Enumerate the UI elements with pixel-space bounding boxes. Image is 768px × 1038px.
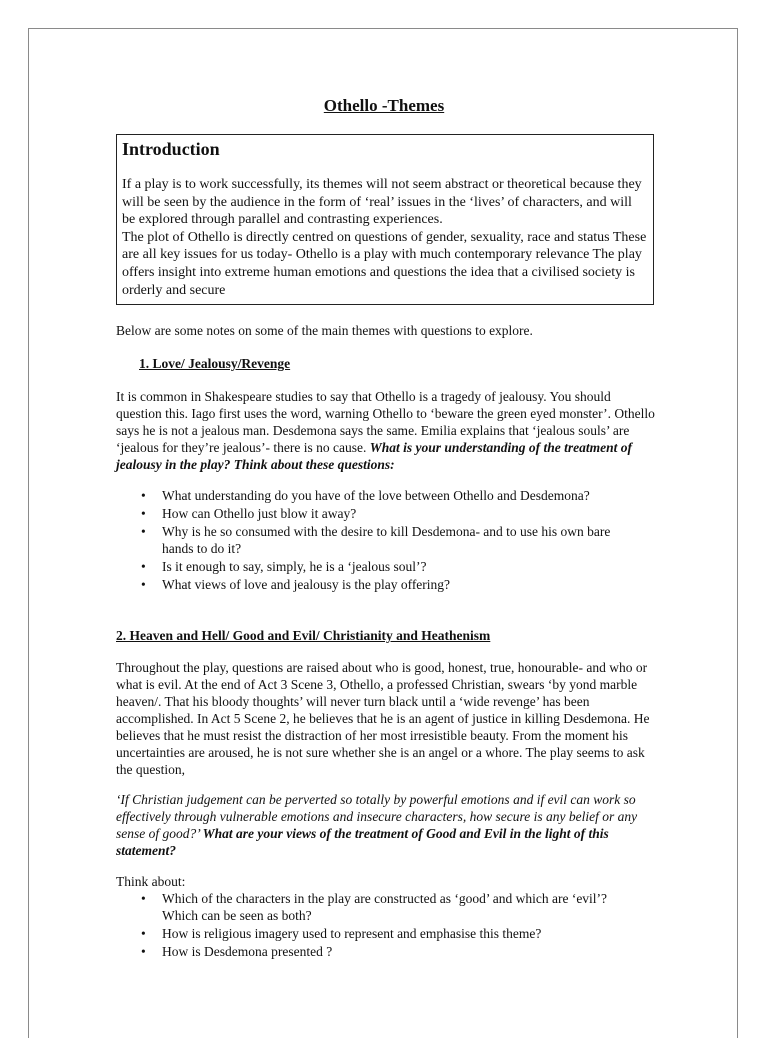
list-item: • Why is he so consumed with the desire to kill Desdemona- and to use his own bare hands to do it?	[116, 523, 636, 557]
list-item: • What views of love and jealousy is the play offering?	[116, 576, 636, 593]
section1-body	[116, 388, 656, 473]
section1-heading: 1. Love/ Jealousy/Revenge	[139, 356, 291, 371]
section1-text: It is common in Shakespeare studies to say that Othello is a tragedy of jealousy. You should question this. Iago first uses the word, warning Othello to ‘beware the green eyed monster’. Othello says he is not a jealous man. Desdemona says the same. Emilia explains that ‘jealous souls’ are ‘jealous for they’re jealous’- there is no cause.	[116, 389, 655, 455]
section1-emphasis: What is your understanding of the treatment of jealousy in the play? Think about these questions:	[116, 440, 632, 472]
list-item: • How can Othello just blow it away?	[116, 505, 636, 522]
list-item: • What understanding do you have of the love between Othello and Desdemona?	[116, 487, 636, 504]
introduction-paragraph	[122, 176, 648, 299]
list-item: • How is religious imagery used to represent and emphasise this theme?	[116, 925, 636, 942]
section2-quote	[116, 791, 656, 859]
section2-body: Throughout the play, questions are raised about who is good, honest, true, honourable- and who or what is evil. At the end of Act 3 Scene 3, Othello, a professed Christian, swears ‘by yond marble heaven/. That his bloody thoughts’ will never turn black until a ‘wide revenge’ has been accomplished. In Act 5 Scene 2, he believes that he is an agent of justice in killing Desdemona. He believes that he must resist the distraction of her most irresistible beauty. From the moment his uncertainties are aroused, he is not sure whether she is an angel or a whore. The play seems to ask the question,	[116, 660, 650, 777]
introduction-box	[116, 134, 654, 305]
below-note: Below are some notes on some of the main themes with questions to explore.	[116, 323, 533, 338]
intro-para-1: If a play is to work successfully, its themes will not seem abstract or theoretical because they will be seen by the audience in the form of ‘real’ issues in the ‘lives’ of characters, and will be explored through parallel and contrasting experiences.	[122, 177, 642, 228]
think-about-label: Think about:	[116, 874, 186, 889]
list-item: • Which of the characters in the play are constructed as ‘good’ and which are ‘evil’? Which can be seen as both?	[116, 890, 636, 924]
list-item: • How is Desdemona presented ?	[116, 943, 636, 960]
document-title: Othello -Themes	[323, 96, 445, 115]
introduction-heading: Introduction	[122, 139, 220, 159]
quote-emphasis: What are your views of the treatment of Good and Evil in the light of this statement?	[116, 826, 609, 858]
section2-heading: 2. Heaven and Hell/ Good and Evil/ Christianity and Heathenism	[116, 628, 491, 643]
list-item: • Is it enough to say, simply, he is a ‘jealous soul’?	[116, 558, 636, 575]
section2-question-list	[116, 890, 636, 961]
intro-para-2: The plot of Othello is directly centred on questions of gender, sexuality, race and status These are all key issues for us today- Othello is a play with much contemporary relevance The play offers insight into extreme human emotions and questions the idea that a civilised society is orderly and secure	[122, 229, 647, 298]
section1-question-list	[116, 487, 636, 594]
quote-text: ‘If Christian judgement can be perverted so totally by powerful emotions and if evil can work so effectively through vulnerable emotions and insecure characters, how secure is any belief or any sense of good?’	[116, 792, 638, 841]
